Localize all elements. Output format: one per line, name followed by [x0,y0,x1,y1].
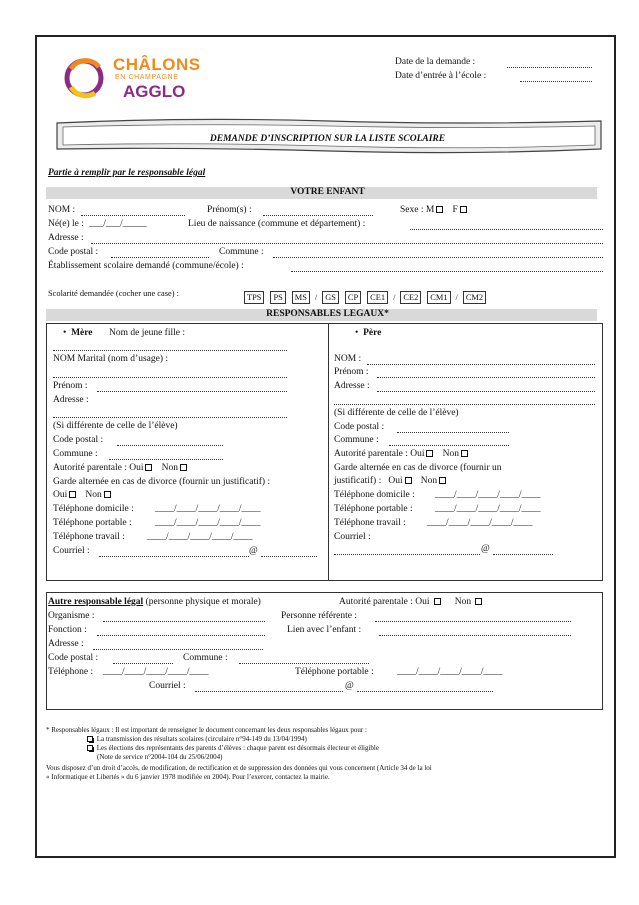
scolarite-options [243,287,487,305]
lieu-naissance-label: Lieu de naissance (commune et département) : [188,219,366,229]
autre-lien-field[interactable] [379,635,571,636]
autre-adresse-field[interactable] [93,649,263,650]
class-cp[interactable]: CP [345,291,361,304]
autre-organisme-field[interactable] [103,621,265,622]
mere-at: @ [249,546,258,556]
autre-fonction-label: Fonction : [48,625,87,635]
pere-commune-field[interactable] [389,445,509,446]
footer-item2b: (Note de service n°2004-104 du 25/06/2004) [97,753,223,761]
pere-autorite-non-checkbox[interactable] [461,450,468,457]
mere-prenom-label: Prénom : [53,381,88,391]
enfant-prenoms-label: Prénom(s) : [207,205,252,215]
mere-tel-dom-field[interactable]: ____/____/____/____/____ [155,504,261,514]
mere-garde-non-checkbox[interactable] [104,491,111,498]
autre-tel-port-label: Téléphone portable : [295,667,374,677]
pere-adresse-label: Adresse : [334,381,370,391]
mere-commune-field[interactable] [109,459,223,460]
mere-tel-dom-label: Téléphone domicile : [53,504,134,514]
class-sep: / [393,293,396,302]
pere-adresse-field-2[interactable] [334,404,595,405]
autre-courriel-field[interactable] [195,691,343,692]
mere-courriel-domain-field[interactable] [261,556,317,557]
pere-autorite: Autorité parentale : Oui Non [334,449,470,460]
pere-tel-port-field[interactable]: ____/____/____/____/____ [435,504,541,514]
scolarite-label: Scolarité demandée (cocher une case) : [48,289,179,298]
footer-item1: La transmission des résultats scolaires (circulaire n°94-149 du 13/04/1994) [85,735,307,744]
autre-title: Autre responsable légal [48,597,144,607]
sexe-f-label: F [452,205,458,215]
date-entree-label: Date d’entrée à l’école : [395,71,487,81]
mere-tel-trav-label: Téléphone travail : [53,532,125,542]
autre-box [46,592,603,710]
autre-subtitle: (personne physique et morale) [145,597,261,607]
pere-nom-field[interactable] [367,364,595,365]
autre-commune-label: Commune : [183,653,228,663]
pere-courriel-domain-field[interactable] [493,554,553,555]
autre-courriel-domain-field[interactable] [357,691,493,692]
pere-prenom-field[interactable] [377,377,595,378]
mere-autorite-oui-checkbox[interactable] [145,464,152,471]
ne-le-label: Né(e) le : [48,219,84,229]
footer-note: * Responsables légaux : Il est important de renseigner le document concernant les deux responsables légaux pour : [46,726,367,734]
pere-garde-oui-checkbox[interactable] [405,477,412,484]
autre-tel-port-field[interactable]: ____/____/____/____/____ [397,667,503,677]
sexe-f-checkbox[interactable] [460,206,467,213]
sexe-label [400,205,469,216]
enfant-commune-field[interactable] [273,257,603,258]
class-ce2[interactable]: CE2 [400,291,421,304]
class-sep: / [314,293,318,302]
autre-autorite-non-checkbox[interactable] [475,598,482,605]
enfant-cp-label: Code postal : [48,247,99,257]
footer-rights1: Vous disposez d’un droit d’accès, de modification, de rectification et de suppression des données qui vous concernent (Article 34 de la loi [46,764,432,772]
enfant-adresse-field[interactable] [91,243,603,244]
mere-cp-label: Code postal : [53,435,104,445]
mere-prenom-field[interactable] [97,391,287,392]
pere-title: • Père [355,328,382,338]
autre-organisme-label: Organisme : [48,611,95,621]
autre-commune-field[interactable] [239,663,369,664]
autre-adresse-label: Adresse : [48,639,84,649]
pere-at: @ [481,544,490,554]
logo-line1: CHÂLONS [113,55,201,74]
logo-line2: EN CHAMPAGNE [115,74,179,81]
autre-fonction-field[interactable] [97,635,265,636]
enfant-nom-field[interactable] [81,215,185,216]
mere-adresse-field[interactable] [53,417,287,418]
enfant-prenoms-field[interactable] [263,215,373,216]
pere-tel-trav-field[interactable]: ____/____/____/____/____ [427,518,533,528]
autre-telephone-label: Téléphone : [48,667,94,677]
partie-label: Partie à remplir par le responsable légal [48,168,206,178]
autre-personne-field[interactable] [375,621,571,622]
footer-item1-checkbox-icon [87,736,93,742]
enfant-cp-field[interactable] [111,257,209,258]
mere-garde-options: Oui Non [53,490,113,501]
autre-autorite: Autorité parentale : Oui Non [339,597,484,608]
class-gs[interactable]: GS [322,291,339,304]
mere-tel-port-label: Téléphone portable : [53,518,132,528]
logo-rings-icon [63,55,109,101]
pere-tel-trav-label: Téléphone travail : [334,518,406,528]
banner-title: DEMANDE D’INSCRIPTION SUR LA LISTE SCOLAIRE [209,134,446,144]
logo [63,53,213,103]
mere-courriel-field[interactable] [99,556,249,557]
class-sep: / [455,293,458,302]
class-cm1[interactable]: CM1 [427,291,450,304]
class-ce1[interactable]: CE1 [367,291,388,304]
enfant-commune-label: Commune : [219,247,264,257]
mere-title: • Mère [63,328,93,338]
mere-nom-marital-label: NOM Marital (nom d’usage) : [53,354,169,364]
mere-jeune-fille-label: Nom de jeune fille : [109,328,185,338]
class-ps[interactable]: PS [270,291,285,304]
mere-courriel-label: Courriel : [53,546,90,556]
pere-courriel-label: Courriel : [334,532,371,542]
pere-autorite-oui-checkbox[interactable] [426,450,433,457]
mere-diff-label: (Si différente de celle de l’élève) [53,421,178,431]
pere-tel-dom-label: Téléphone domicile : [334,490,415,500]
date-demande-field[interactable] [507,67,592,68]
autre-personne-label: Personne référente : [281,611,357,621]
pere-cp-field[interactable] [397,432,509,433]
enfant-heading: VOTRE ENFANT [290,187,365,197]
pere-diff-label: (Si différente de celle de l’élève) [334,408,459,418]
ne-le-field[interactable]: ___/___/_____ [89,219,147,229]
lieu-naissance-field[interactable] [410,229,603,230]
autre-courriel-label: Courriel : [149,681,186,691]
pere-nom-label: NOM : [334,354,362,364]
autre-at: @ [345,681,354,691]
etablissement-field[interactable] [291,271,603,272]
pere-courriel-field[interactable] [334,554,480,555]
autre-lien-label: Lien avec l’enfant : [287,625,362,635]
sexe-m-checkbox[interactable] [436,206,443,213]
sexe-m-label: Sexe : M [400,205,435,215]
responsables-divider [328,323,329,581]
mere-garde-label: Garde alternée en cas de divorce (fournir un justificatif) : [53,477,271,487]
footer-item2-checkbox-icon [87,745,93,751]
class-tps[interactable]: TPS [244,291,264,304]
enfant-adresse-label: Adresse : [48,233,84,243]
class-ms[interactable]: MS [292,291,310,304]
mere-tel-trav-field[interactable]: ____/____/____/____/____ [147,532,253,542]
mere-tel-port-field[interactable]: ____/____/____/____/____ [155,518,261,528]
mere-cp-field[interactable] [117,445,223,446]
pere-tel-dom-field[interactable]: ____/____/____/____/____ [435,490,541,500]
date-demande-label: Date de la demande : [395,57,476,67]
pere-adresse-field[interactable] [377,391,595,392]
responsables-heading: RESPONSABLES LEGAUX* [266,309,389,319]
logo-line3: AGGLO [123,82,186,101]
pere-prenom-label: Prénom : [334,367,369,377]
autre-cp-field[interactable] [113,663,173,664]
form-page [35,35,616,858]
autre-telephone-field[interactable]: ____/____/____/____/____ [103,667,209,677]
mere-autorite: Autorité parentale : Oui Non [53,463,189,474]
mere-garde-oui-checkbox[interactable] [69,491,76,498]
mere-jeune-fille-field[interactable] [53,350,287,351]
pere-garde-label-1: Garde alternée en cas de divorce (fournir un [334,463,502,473]
footer-rights2: « Informatique et Libertés » du 6 janvier 1978 modifiée en 2004). Pour l’exercer, contactez la mairie. [46,773,330,781]
footer-item2: Les élections des représentants des parents d’élèves : chaque parent est désormais électeur et éligible [85,744,379,753]
pere-garde-line-2: justificatif) : Oui Non [334,476,448,487]
mere-autorite-non-checkbox[interactable] [180,464,187,471]
etablissement-label: Établissement scolaire demandé (commune/école) : [48,261,244,271]
pere-commune-label: Commune : [334,435,379,445]
autre-title-row [48,597,261,608]
autre-cp-label: Code postal : [48,653,99,663]
mere-nom-marital-field[interactable] [53,377,287,378]
mere-adresse-label: Adresse : [53,395,89,405]
enfant-nom-label: NOM : [48,205,76,215]
autre-autorite-oui-checkbox[interactable] [434,598,441,605]
pere-cp-label: Code postal : [334,422,385,432]
class-cm2[interactable]: CM2 [463,291,486,304]
pere-tel-port-label: Téléphone portable : [334,504,413,514]
date-entree-field[interactable] [520,81,592,82]
pere-garde-non-checkbox[interactable] [439,477,446,484]
mere-commune-label: Commune : [53,449,98,459]
